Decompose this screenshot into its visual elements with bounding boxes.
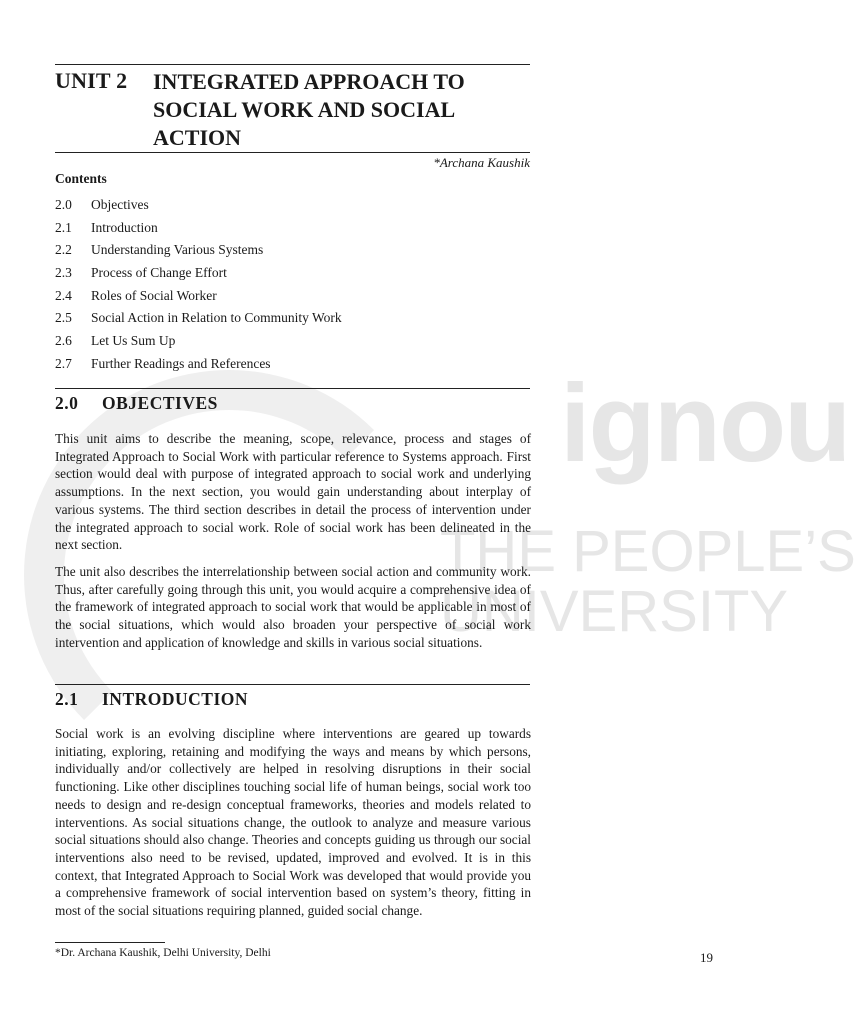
section-heading-introduction <box>55 689 248 710</box>
toc-item-number: 2.2 <box>55 242 72 258</box>
footnote-rule <box>55 942 165 943</box>
author-credit: *Archana Kaushik <box>433 155 530 170</box>
section-heading-objectives <box>55 393 218 414</box>
toc-item-label: Roles of Social Worker <box>91 287 217 303</box>
toc-item <box>55 242 530 265</box>
section-number: 2.0 <box>55 393 79 413</box>
toc-item-number: 2.1 <box>55 219 72 235</box>
section-rule <box>55 388 530 389</box>
toc-item-label: Understanding Various Systems <box>91 242 264 258</box>
toc-item <box>55 356 530 379</box>
header-top-rule <box>55 64 530 65</box>
toc-item-label: Introduction <box>91 219 158 235</box>
section-number: 2.1 <box>55 689 79 709</box>
section-title: OBJECTIVES <box>102 393 218 413</box>
watermark-line-2: UNIVERSITY <box>440 579 789 644</box>
toc-item-label: Let Us Sum Up <box>91 333 176 349</box>
toc-item-label: Objectives <box>91 197 149 212</box>
toc-item-number: 2.6 <box>55 333 72 349</box>
header-bottom-rule <box>55 152 530 153</box>
section-rule <box>55 684 530 685</box>
toc-item-label: Further Readings and References <box>91 355 271 371</box>
toc-item-number: 2.3 <box>55 265 72 281</box>
toc-item <box>55 220 530 243</box>
section-title: INTRODUCTION <box>102 689 249 709</box>
table-of-contents <box>55 197 530 379</box>
unit-number: UNIT 2 <box>55 68 128 93</box>
introduction-paragraph: Social work is an evolving discipline where interventions are geared up towards initiating, exploring, retaining and modifying the ways and means by which persons, individually and/or collectively are helped in resolving disruptions in their social functioning. Like other disciplines touching social life of human beings, social work too needs to design and re-design conceptual frameworks, theories and models related to interventions. As social situations change, the outlook to analyze and measure various social situations should also change. Theories and concepts guiding us through our social interventions also need to be revised, updated, improved and evolved. It is in this context, that Integrated Approach to Social Work was developed that would provide you a comprehensive framework of social intervention based on system’s theory, fitting in most of the social situations requiring planned, guided social change. <box>55 726 531 919</box>
toc-item-number: 2.0 <box>55 197 72 212</box>
toc-item <box>55 265 530 288</box>
toc-item <box>55 333 530 356</box>
toc-item <box>55 197 530 220</box>
watermark-logo: ignou <box>560 362 850 485</box>
toc-item-number: 2.4 <box>55 287 72 303</box>
toc-item-label: Process of Change Effort <box>91 265 227 281</box>
unit-title: INTEGRATED APPROACH TO SOCIAL WORK AND SOCIAL ACTION <box>153 69 465 150</box>
footnote: *Dr. Archana Kaushik, Delhi University, Delhi <box>55 947 271 959</box>
toc-item <box>55 310 530 333</box>
toc-item-number: 2.7 <box>55 355 72 371</box>
objectives-paragraph-2: The unit also describes the interrelationship between social action and community work. Thus, after carefully going through this unit, you would acquire a comprehensive idea of the framework of integrated approach to social work that would be applicable in most of the social situations, which would also broaden your perspective of social work intervention and application of knowledge and skills in various social situations. <box>55 564 531 650</box>
toc-item-label: Social Action in Relation to Community Work <box>91 310 342 326</box>
toc-item-number: 2.5 <box>55 310 72 326</box>
contents-heading: Contents <box>55 171 107 186</box>
page-number: 19 <box>700 950 713 965</box>
objectives-paragraph-1: This unit aims to describe the meaning, scope, relevance, process and stages of Integrated Approach to Social Work with particular reference to Systems approach. First section would deal with purpose of integrated approach to social work and underlying assumptions. In the next section, you would gain understanding about interplay of various systems. The third section describes in detail the process of intervention under the integrated approach to social work. Role of social work has been delineated in the next section. <box>55 431 531 553</box>
watermark-line-1: THE PEOPLE’S <box>440 519 856 584</box>
toc-item <box>55 288 530 311</box>
